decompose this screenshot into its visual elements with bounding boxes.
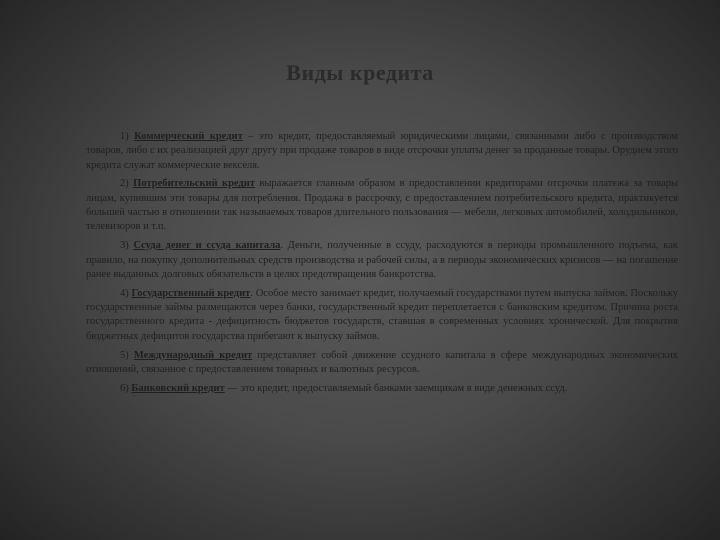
paragraph-text: представляет собой движение ссудного капитала в сфере международных экономических отношений, связанное с предоставлением товарных и валютных ресурсов. [86,349,679,375]
paragraph-text: выражается главным образом в предоставлении кредиторами отсрочки платежа за товары лицам, купившим эти товары для потребления. Продажа в рассрочку, с предоставлением потребительского кредита, практикуется большей частью в отношении так называемых товаров длительного пользования — мебели, легковых автомобилей, холодильников, телевизоров и т.п. [86,178,679,233]
term-international-credit: Международный кредит [133,349,253,361]
paragraph-text: . Особое место занимает кредит, получаемый государствами путем выпуска займов. Поскольку государственные займы размещаются через банки, государственный кредит переплетается с банковским кредитом. Причина роста государственного кредита - дефицитность бюджетов государств, ставшая в современных условиях хронической. Для покрытия бюджетных дефицитов государства прибегают к выпуску займов. [86,287,678,342]
slide-title: Виды кредита [286,60,434,85]
term-state-credit: Государственный кредит [131,287,251,299]
term-money-loan: Ссуда денег и ссуда капитала [133,240,281,252]
term-commercial-credit: Коммерческий кредит [134,131,243,142]
paragraph-consumer-credit [86,177,678,234]
item-number: 1) [120,131,129,142]
paragraph-state-credit [86,287,678,344]
item-number: 2) [120,178,129,190]
term-consumer-credit: Потребительский кредит [133,178,255,190]
item-number: 4) [120,287,129,299]
item-number: 3) [120,240,129,252]
paragraph-bank-credit [86,382,678,396]
paragraph-text: . Деньги, полученные в ссуду, расходуются в периоды промышленного подъема, как правило, на покупку дополнительных средств производства и рабочей силы, а в периоды экономических кризисов — на погашение ранее выданных долговых обязательств в целях предотвращения банкротства. [86,240,679,280]
paragraph-text: — это кредит, предоставляемый банками заемщикам в виде денежных ссуд. [224,382,568,394]
item-number: 5) [120,349,129,361]
slide-body [86,130,678,401]
item-number: 6) [120,382,129,394]
paragraph-text: – это кредит, предоставляемый юридическими лицами, связанными либо с производством товаров, либо с их реализацией друг другу при продаже товаров в виде отсрочки уплаты денег за проданные товары. Орудием этого кредита служат коммерческие векселя. [86,131,679,171]
paragraph-commercial-credit [86,130,678,173]
term-bank-credit: Банковский кредит [131,382,225,394]
paragraph-international-credit [86,349,678,378]
paragraph-money-loan [86,239,678,282]
